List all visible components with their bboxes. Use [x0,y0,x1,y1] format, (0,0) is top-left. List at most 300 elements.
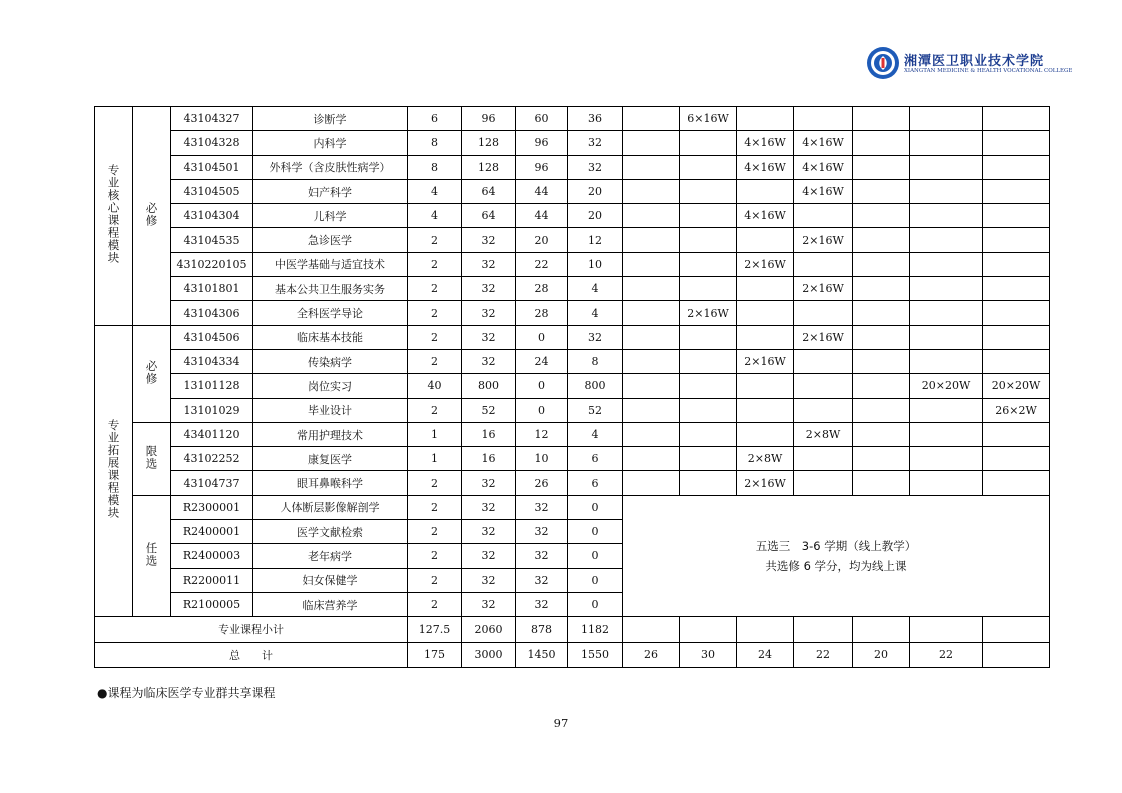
table-cell [853,301,910,325]
table-cell: 妇产科学 [253,179,408,203]
table-cell [794,204,853,228]
table-cell [680,349,737,373]
table-cell: 诊断学 [253,107,408,131]
table-cell [853,204,910,228]
table-cell: 4×16W [794,155,853,179]
table-cell: 0 [516,398,568,422]
table-cell [853,228,910,252]
table-cell [737,617,794,643]
table-cell: 0 [568,520,623,544]
table-cell [910,277,983,301]
table-cell [853,252,910,276]
table-cell [853,131,910,155]
table-cell: 2 [408,252,462,276]
table-cell: 43104334 [171,349,253,373]
table-cell [623,349,680,373]
table-cell [680,471,737,495]
table-cell: 44 [516,204,568,228]
college-name: 湘潭医卫职业技术学院 [904,54,1045,69]
table-cell [853,471,910,495]
table-cell: 6 [568,447,623,471]
table-cell: 43104506 [171,325,253,349]
table-row [95,155,1050,179]
table-cell: 32 [462,592,516,616]
table-cell [737,398,794,422]
table-cell: 8 [408,131,462,155]
table-cell: 800 [568,374,623,398]
table-cell: 2060 [462,617,516,643]
table-cell [983,349,1050,373]
table-cell [983,301,1050,325]
table-cell: 康复医学 [253,447,408,471]
subtotal-row [95,617,1050,643]
table-cell [910,204,983,228]
table-cell [853,325,910,349]
table-cell [680,398,737,422]
table-cell [983,179,1050,203]
table-cell: 2×16W [737,349,794,373]
table-cell [680,252,737,276]
table-cell: 临床营养学 [253,592,408,616]
table-cell [680,277,737,301]
table-row [95,447,1050,471]
table-cell [853,349,910,373]
table-cell: 4×16W [794,179,853,203]
table-cell: 96 [516,155,568,179]
table-cell: 28 [516,277,568,301]
table-cell: 32 [516,544,568,568]
table-cell: 4 [568,277,623,301]
table-cell: 44 [516,179,568,203]
table-cell [853,179,910,203]
table-cell: 24 [737,642,794,668]
table-cell: 32 [462,252,516,276]
table-cell: 基本公共卫生服务实务 [253,277,408,301]
table-cell: 2×16W [680,301,737,325]
table-cell: R2300001 [171,495,253,519]
table-cell: 43104328 [171,131,253,155]
college-name-english: XIANGTAN MEDICINE & HEALTH VOCATIONAL COLLEGE [904,68,1073,74]
table-cell: 12 [516,422,568,446]
table-cell [983,471,1050,495]
table-cell [680,131,737,155]
table-cell [623,228,680,252]
table-cell: 32 [568,325,623,349]
table-cell [853,107,910,131]
table-cell [910,325,983,349]
table-cell: 1182 [568,617,623,643]
table-cell: 20 [853,642,910,668]
table-cell: 0 [516,374,568,398]
table-cell [983,447,1050,471]
table-cell: 2 [408,277,462,301]
table-cell [853,374,910,398]
table-cell: 43102252 [171,447,253,471]
table-cell [983,107,1050,131]
table-cell: 32 [462,495,516,519]
table-cell [623,617,680,643]
table-cell [910,471,983,495]
table-cell: 4 [408,179,462,203]
table-cell: 32 [568,131,623,155]
module-extension-label: 专业拓展课程模块 [106,419,121,520]
table-cell: 32 [462,568,516,592]
table-cell: 32 [462,471,516,495]
table-cell: 16 [462,447,516,471]
table-cell: 43104306 [171,301,253,325]
table-cell: 急诊医学 [253,228,408,252]
type-limited-label: 限选 [144,444,159,470]
module-extension [95,325,133,617]
table-cell [983,228,1050,252]
table-cell: R2400001 [171,520,253,544]
table-cell: 2×16W [794,228,853,252]
table-cell: 4×16W [737,155,794,179]
table-cell [794,471,853,495]
table-cell [983,422,1050,446]
table-cell [910,398,983,422]
table-cell: 6 [408,107,462,131]
table-cell: 眼耳鼻喉科学 [253,471,408,495]
table-cell: 8 [408,155,462,179]
table-cell [794,252,853,276]
table-cell: 2 [408,568,462,592]
table-cell: 1450 [516,642,568,668]
table-cell [680,374,737,398]
table-cell [794,301,853,325]
table-cell: 2×16W [737,252,794,276]
table-cell: 老年病学 [253,544,408,568]
table-cell: 43104501 [171,155,253,179]
table-cell: 30 [680,642,737,668]
table-cell [623,447,680,471]
table-cell: 儿科学 [253,204,408,228]
table-cell [623,398,680,422]
table-cell: 20 [568,179,623,203]
table-cell [910,349,983,373]
table-cell: 32 [462,544,516,568]
table-cell: 全科医学导论 [253,301,408,325]
table-cell [910,252,983,276]
table-cell: 26 [516,471,568,495]
table-cell: 0 [568,495,623,519]
table-cell: 0 [568,592,623,616]
table-cell: 22 [516,252,568,276]
table-cell [983,131,1050,155]
table-cell [737,277,794,301]
type-limited [133,422,171,495]
table-cell: 32 [516,495,568,519]
table-cell [680,617,737,643]
table-row [95,204,1050,228]
table-cell: 22 [910,642,983,668]
table-cell: 40 [408,374,462,398]
type-required [133,325,171,422]
table-cell: 内科学 [253,131,408,155]
table-cell [680,179,737,203]
table-cell: 32 [516,592,568,616]
table-cell: 8 [568,349,623,373]
table-cell: 4×16W [737,131,794,155]
table-cell: 16 [462,422,516,446]
table-cell: 32 [516,568,568,592]
table-cell [853,447,910,471]
table-cell: 13101029 [171,398,253,422]
type-required-label: 必修 [144,201,159,227]
module-core-label: 专业核心课程模块 [106,164,121,265]
table-cell: 医学文献检索 [253,520,408,544]
table-cell [737,179,794,203]
table-cell: 1 [408,447,462,471]
table-cell [910,301,983,325]
table-cell: R2100005 [171,592,253,616]
table-cell [623,131,680,155]
table-cell: 2 [408,592,462,616]
table-cell [983,642,1050,668]
table-cell: 岗位实习 [253,374,408,398]
table-cell [853,422,910,446]
total-row-label: 总 计 [95,642,408,668]
table-cell: 52 [462,398,516,422]
table-cell: 4 [568,301,623,325]
table-cell: 32 [568,155,623,179]
table-cell [623,204,680,228]
table-cell: 20×20W [983,374,1050,398]
table-cell: 43104505 [171,179,253,203]
type-required [133,107,171,326]
table-cell: 1550 [568,642,623,668]
table-cell: 3000 [462,642,516,668]
table-cell: 32 [462,520,516,544]
elective-note-line2: 共选修 6 学分，均为线上课 [765,558,907,573]
table-cell: 2 [408,349,462,373]
table-cell [623,471,680,495]
college-emblem-icon [866,46,900,80]
table-cell [910,179,983,203]
table-row [95,422,1050,446]
table-row [95,301,1050,325]
table-cell: 32 [462,301,516,325]
table-cell: 43401120 [171,422,253,446]
table-cell: 2 [408,301,462,325]
table-cell: 43101801 [171,277,253,301]
table-cell: 175 [408,642,462,668]
table-cell: 6×16W [680,107,737,131]
table-cell: 43104535 [171,228,253,252]
table-cell: 4×16W [737,204,794,228]
table-cell [737,422,794,446]
table-cell [983,252,1050,276]
table-cell: 2×8W [737,447,794,471]
table-cell: 32 [516,520,568,544]
table-cell: 2×16W [794,325,853,349]
page-number: 97 [553,716,569,730]
table-cell [910,447,983,471]
table-cell [737,301,794,325]
table-cell [623,107,680,131]
module-core [95,107,133,326]
elective-note [623,495,1050,616]
table-cell: 2×8W [794,422,853,446]
table-cell: 毕业设计 [253,398,408,422]
table-row [95,374,1050,398]
table-cell: 2 [408,495,462,519]
course-table [94,106,1050,668]
table-cell: 20 [516,228,568,252]
table-cell [623,179,680,203]
table-cell [853,617,910,643]
table-cell: 52 [568,398,623,422]
table-cell [853,277,910,301]
table-cell [623,155,680,179]
college-logo [866,44,1073,84]
table-cell: 26×2W [983,398,1050,422]
table-row [95,277,1050,301]
table-cell [680,325,737,349]
table-row [95,398,1050,422]
table-row [95,228,1050,252]
table-cell [794,398,853,422]
type-elective [133,495,171,616]
table-cell: 4 [408,204,462,228]
table-cell: 2 [408,325,462,349]
table-cell: 2 [408,471,462,495]
type-required-label: 必修 [144,359,159,385]
table-cell [910,617,983,643]
table-cell [680,155,737,179]
table-cell: 32 [462,349,516,373]
table-cell: 32 [462,277,516,301]
table-cell: 24 [516,349,568,373]
table-cell [623,277,680,301]
table-cell: 外科学（含皮肤性病学） [253,155,408,179]
table-cell: 36 [568,107,623,131]
table-cell: 800 [462,374,516,398]
table-cell [794,349,853,373]
table-cell: 60 [516,107,568,131]
table-cell: 12 [568,228,623,252]
table-cell [737,228,794,252]
table-row [95,495,1050,519]
table-cell: 96 [462,107,516,131]
table-cell [853,398,910,422]
table-cell: 13101128 [171,374,253,398]
table-cell: 2 [408,228,462,252]
table-cell: 临床基本技能 [253,325,408,349]
total-row [95,642,1050,668]
table-cell: R2200011 [171,568,253,592]
table-cell: 32 [462,228,516,252]
table-cell: 20 [568,204,623,228]
table-cell: 妇女保健学 [253,568,408,592]
table-cell [680,422,737,446]
table-cell [983,277,1050,301]
table-cell [737,107,794,131]
table-cell: 2×16W [737,471,794,495]
table-cell [983,617,1050,643]
table-cell: 43104304 [171,204,253,228]
table-cell: 32 [462,325,516,349]
table-cell: 28 [516,301,568,325]
table-cell [623,374,680,398]
table-cell [794,617,853,643]
table-cell: 中医学基础与适宜技术 [253,252,408,276]
table-cell [910,228,983,252]
table-cell: 0 [516,325,568,349]
table-cell: 4 [568,422,623,446]
table-cell [910,422,983,446]
table-cell [910,107,983,131]
table-cell: 传染病学 [253,349,408,373]
table-row [95,471,1050,495]
table-row [95,179,1050,203]
table-row [95,131,1050,155]
table-cell: 43104327 [171,107,253,131]
elective-note-line1: 五选三 3-6 学期（线上教学） [755,538,917,553]
table-cell [623,301,680,325]
table-cell [680,204,737,228]
table-cell [794,374,853,398]
table-cell: 4310220105 [171,252,253,276]
table-cell [623,325,680,349]
table-cell [794,107,853,131]
table-cell [853,155,910,179]
table-cell: 人体断层影像解剖学 [253,495,408,519]
table-cell: 128 [462,131,516,155]
table-cell: 878 [516,617,568,643]
table-cell [623,422,680,446]
table-row [95,107,1050,131]
table-cell: 10 [516,447,568,471]
table-cell: 2 [408,398,462,422]
table-row [95,252,1050,276]
table-cell [794,447,853,471]
table-cell [910,131,983,155]
type-elective-label: 任选 [144,541,159,567]
table-cell: 2 [408,520,462,544]
table-cell [737,325,794,349]
table-cell: 20×20W [910,374,983,398]
table-cell: 22 [794,642,853,668]
table-cell: 6 [568,471,623,495]
table-cell: 64 [462,204,516,228]
table-cell [680,447,737,471]
footnote: ●课程为临床医学专业群共享课程 [97,686,276,700]
table-cell: 2 [408,544,462,568]
table-cell: 2×16W [794,277,853,301]
table-cell [983,204,1050,228]
table-cell: 43104737 [171,471,253,495]
table-cell: R2400003 [171,544,253,568]
table-cell: 127.5 [408,617,462,643]
table-cell: 1 [408,422,462,446]
table-cell: 0 [568,568,623,592]
table-row [95,349,1050,373]
table-cell: 10 [568,252,623,276]
table-cell: 64 [462,179,516,203]
subtotal-row-label: 专业课程小计 [95,617,408,643]
table-cell [623,252,680,276]
table-cell: 26 [623,642,680,668]
table-cell: 4×16W [794,131,853,155]
table-cell: 0 [568,544,623,568]
table-cell [983,325,1050,349]
table-cell [910,155,983,179]
table-cell: 96 [516,131,568,155]
table-cell: 常用护理技术 [253,422,408,446]
table-row [95,325,1050,349]
table-cell [983,155,1050,179]
